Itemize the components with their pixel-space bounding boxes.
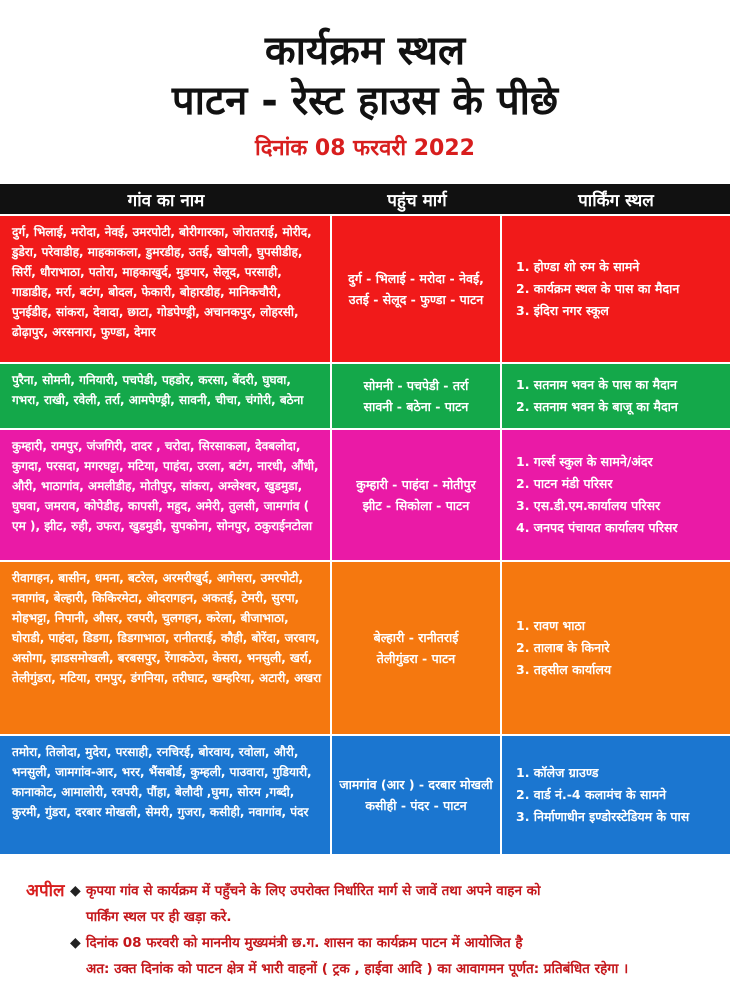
table-row (0, 364, 730, 430)
appeal-text: पार्किंग स्थल पर ही खड़ा करे. (86, 909, 232, 925)
parking-item: 2. तालाब के किनारे (516, 640, 610, 655)
villages-cell: कुम्हारी, रामपुर, जंजगिरी, दादर , चरोदा, सिरसाकला, देवबलोदा, कुगदा, परसदा, मगरघट्टा, मटिया, पाहंदा, उरला, बटंग, नारधी, औंधी, औरी, भाठागांव, अमलीडीह, मोतीपुर, सांकरा, अम्लेश्वर, खुडमुडा, घुघवा, जमराव, कोपेडीह, कापसी, महुद, अमेरी, तुलसी, जामगांव ( एम ), झीट, रुही, उफरा, खुडमुडी, सुपकोना, सोनपुर, ठकुराईनटोला (0, 430, 332, 560)
parking-item: 3. निर्माणाधीन इण्डोरस्टेडियम के पास (516, 809, 690, 824)
header-parking: पार्किंग स्थल (578, 190, 654, 211)
appeal-point (70, 878, 716, 930)
parking-cell (502, 364, 730, 428)
route-cell (332, 430, 502, 560)
appeal-point (70, 930, 716, 982)
table-row (0, 736, 730, 856)
table-row (0, 430, 730, 562)
villages-cell: पुरैना, सोमनी, गनियारी, पचपेडी, पहडोर, करसा, बेंदरी, घुघवा, गभरा, राखी, रवेली, तर्रा, आमपेण्ड्री, सावनी, चीचा, चंगोरी, बठेना (0, 364, 332, 428)
parking-item: 3. एस.डी.एम.कार्यालय परिसर (516, 498, 661, 513)
parking-cell (502, 216, 730, 362)
table-header (0, 184, 730, 216)
route-line: सावनी - बठेना - पाटन (363, 399, 469, 414)
table-row (0, 562, 730, 736)
route-line: उतई - सेलूद - फुण्डा - पाटन (348, 292, 484, 307)
header-route: पहुंच मार्ग (387, 190, 447, 211)
route-cell (332, 736, 502, 854)
villages-cell: तमोरा, तिलोदा, मुदेरा, परसाही, रनचिरई, बोरवाय, रवोला, औरी, भनसुली, जामगांव-आर, भरर, भैंसबोर्ड, कुम्हली, पाउवारा, गुडियारी, कानाकोट, आमालोरी, रवपरी, पौंहा, बेलौदी ,घुमा, सोरम ,गब्दी, कुरमी, गुंडरा, दरबार मोखली, सेमरी, गुजरा, कसीही, नवागांव, पंदर (0, 736, 332, 854)
parking-cell (502, 736, 730, 854)
parking-item: 1. होण्डा शो रुम के सामने (516, 259, 640, 274)
villages-cell: रीवागहन, बासीन, धमना, बटरेल, अरमरीखुर्द, आगेसरा, उमरपोटी, नवागांव, बेल्हारी, किकिरमेटा, ओदरागहन, अकतई, टेमरी, सुरपा, मोहभट्टा, निपानी, औसर, रवपरी, चुलगहन, करेला, बीजाभाठा, घोराडी, पाहंदा, डिडगा, डिडगाभाठा, रानीतराई, कौही, बोरेंदा, जरवाय, असोगा, झाडसमोखली, बरबसपुर, रेंगाकठेरा, केसरा, भनसुली, खर्रा, तेलीगुंडरा, मटिया, रामपुर, डंगनिया, तरीघाट, खम्हरिया, अटारी, अखरा (0, 562, 332, 734)
route-line: कसीही - पंदर - पाटन (365, 798, 467, 813)
route-cell (332, 216, 502, 362)
appeal-text: कृपया गांव से कार्यक्रम में पहुँचने के लिए उपरोक्त निर्धारित मार्ग से जावें तथा अपने वाहन को (86, 883, 541, 899)
appeal-text: दिनांक 08 फरवरी को माननीय मुख्यमंत्री छ.ग. शासन का कार्यक्रम पाटन में आयोजित है (86, 935, 523, 951)
diamond-bullet-icon: ◆ (70, 883, 81, 899)
parking-item: 3. तहसील कार्यालय (516, 662, 612, 677)
parking-item: 2. कार्यक्रम स्थल के पास का मैदान (516, 281, 680, 296)
route-line: सोमनी - पचपेडी - तर्रा (363, 378, 469, 393)
parking-item: 4. जनपद पंचायत कार्यालय परिसर (516, 520, 678, 535)
parking-item: 1. कॉलेज ग्राउण्ड (516, 765, 599, 780)
appeal-text: अत: उक्त दिनांक को पाटन क्षेत्र में भारी वाहनों ( ट्रक , हाईवा आदि ) का आवागमन पूर्णत: प्रतिबंधित रहेगा । (86, 961, 629, 977)
route-line: तेलीगुंडरा - पाटन (376, 651, 456, 666)
route-cell (332, 364, 502, 428)
parking-item: 1. रावण भाठा (516, 618, 586, 633)
event-date: दिनांक 08 फरवरी 2022 (255, 136, 475, 161)
route-line: बेल्हारी - रानीतराई (373, 630, 459, 645)
table-row (0, 216, 730, 364)
title-line-2: पाटन - रेस्ट हाउस के पीछे (171, 78, 559, 124)
venue-table (0, 184, 730, 856)
appeal-label: अपील (26, 881, 65, 901)
route-line: कुम्हारी - पाहंदा - मोतीपुर (356, 477, 476, 492)
title-line-1: कार्यक्रम स्थल (264, 28, 466, 74)
route-line: झीट - सिकोला - पाटन (362, 498, 470, 513)
header-villages: गांव का नाम (127, 190, 205, 211)
parking-item: 2. पाटन मंडी परिसर (516, 476, 613, 491)
parking-item: 2. सतनाम भवन के बाजू का मैदान (516, 399, 678, 414)
parking-cell (502, 562, 730, 734)
header (0, 0, 730, 162)
route-line: दुर्ग - भिलाई - मरोदा - नेवई, (348, 271, 484, 286)
diamond-bullet-icon: ◆ (70, 935, 81, 951)
parking-item: 2. वार्ड नं.-4 कलामंच के सामने (516, 787, 667, 802)
parking-item: 3. इंदिरा नगर स्कूल (516, 303, 609, 318)
villages-cell: दुर्ग, भिलाई, मरोदा, नेवई, उमरपोटी, बोरीगारका, जोरातराई, मोरीद, डुडेरा, परेवाडीह, माहकाकला, डुमरडीह, उतई, खोपली, घुपसीडीह, सिर्री, धौराभाठा, पतोरा, माहकाखुर्द, मुडपार, सेलूद, परसाही, गाडाडीह, मर्रा, बटंग, बोदल, फेकारी, बोहारडीह, मानिकचौरी, पुनईडीह, सांकरा, देवादा, छाटा, गोडपेण्ड्री, अचानकपुर, लोहरसी, ढोढ़ापुर, अरसनारा, फुण्डा, देमार (0, 216, 332, 362)
route-cell (332, 562, 502, 734)
parking-item: 1. सतनाम भवन के पास का मैदान (516, 377, 677, 392)
route-line: जामगांव (आर ) - दरबार मोखली (339, 777, 493, 792)
parking-item: 1. गर्ल्स स्कुल के सामने/अंदर (516, 454, 653, 469)
parking-cell (502, 430, 730, 560)
